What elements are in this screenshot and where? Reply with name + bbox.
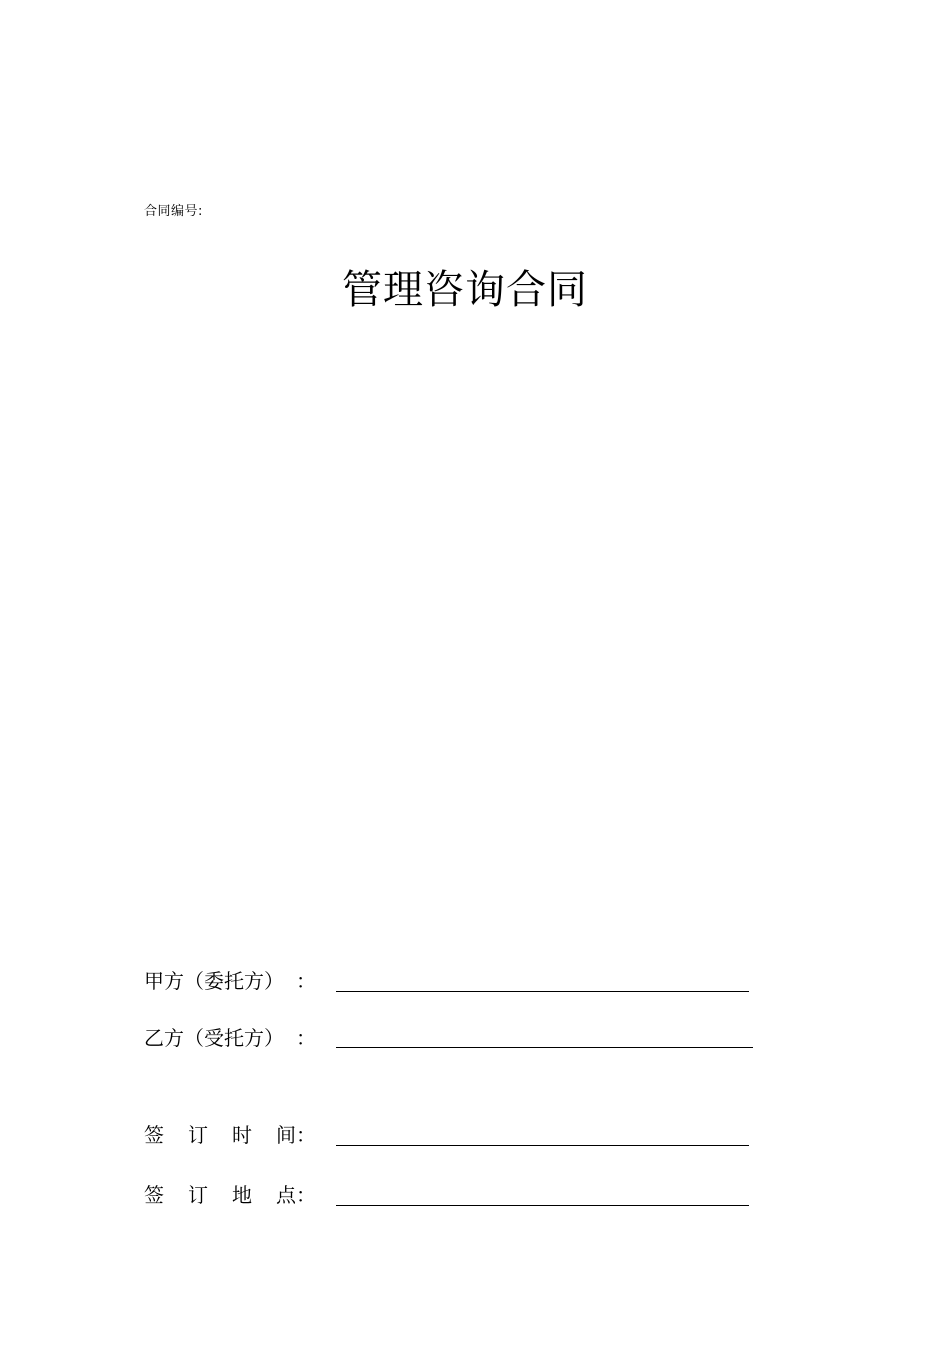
sign-time-char: 订	[188, 1123, 208, 1147]
sign-place-char: 订	[188, 1183, 208, 1207]
sign-place-row	[144, 1177, 316, 1207]
party-a-colon: ：	[296, 969, 316, 993]
sign-time-char: 时	[232, 1123, 252, 1147]
sign-time-label	[144, 1123, 296, 1147]
party-b-blank-line[interactable]	[336, 1047, 753, 1048]
party-b-label: 乙方（受托方）	[144, 1026, 284, 1050]
sign-place-colon: ：	[296, 1183, 316, 1207]
sign-place-label	[144, 1183, 296, 1207]
document-title: 管理咨询合同	[342, 267, 588, 313]
sign-time-blank-line[interactable]	[336, 1145, 749, 1146]
party-a-blank-line[interactable]	[336, 991, 749, 992]
party-a-label: 甲方（委托方）	[144, 969, 284, 993]
sign-place-char: 签	[144, 1183, 164, 1207]
sign-time-char: 间	[276, 1123, 296, 1147]
sign-place-char: 点	[276, 1183, 296, 1207]
party-b-row	[144, 1020, 316, 1050]
sign-place-char: 地	[232, 1183, 252, 1207]
sign-time-row	[144, 1117, 316, 1147]
sign-time-colon: ：	[296, 1123, 316, 1147]
contract-number-label: 合同编号:	[144, 204, 203, 219]
party-a-row	[144, 963, 316, 993]
sign-place-blank-line[interactable]	[336, 1205, 749, 1206]
sign-time-char: 签	[144, 1123, 164, 1147]
party-b-colon: ：	[296, 1026, 316, 1050]
